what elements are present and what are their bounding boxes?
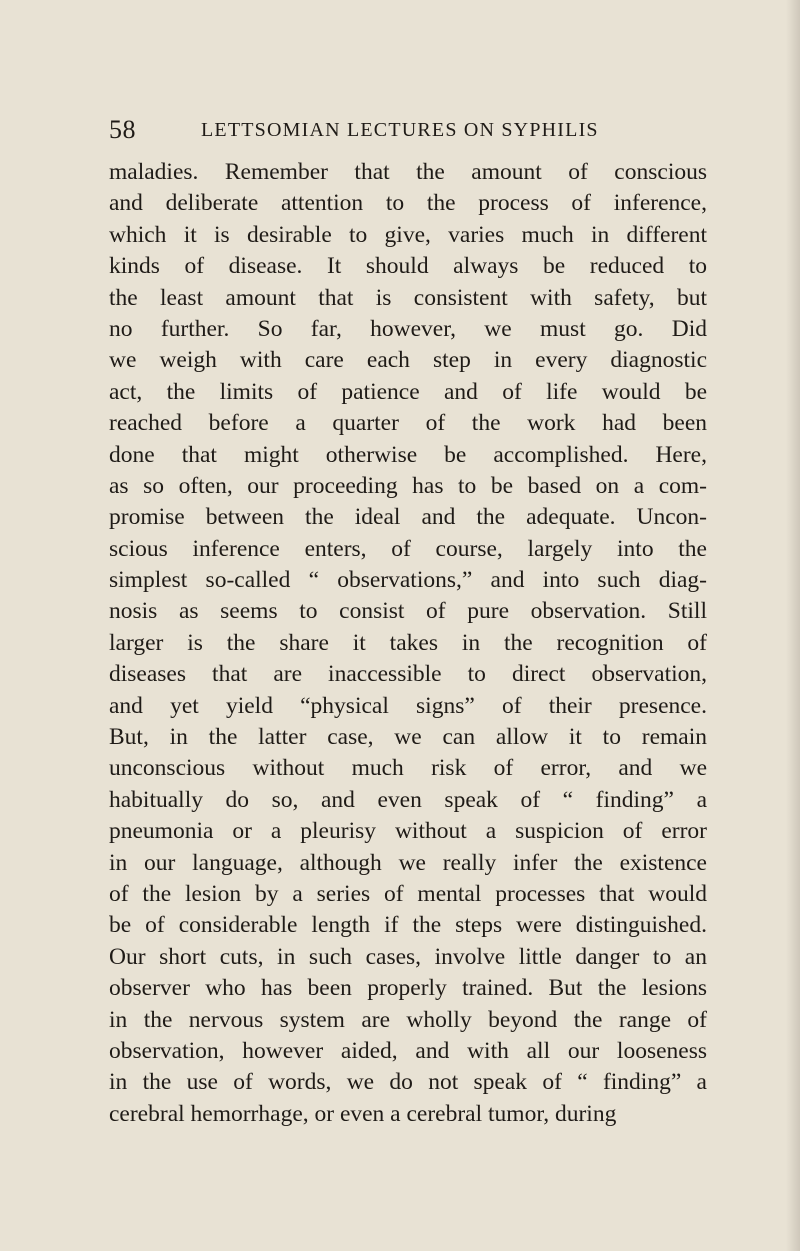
text-line: be of considerable length if the steps were distinguished. — [109, 912, 707, 939]
text-line: But, in the latter case, we can allow it to remain — [109, 724, 707, 751]
text-line: Our short cuts, in such cases, involve little danger to an — [109, 943, 707, 970]
text-line: done that might otherwise be accomplished. Here, — [109, 441, 707, 468]
text-line: reached before a quarter of the work had been — [109, 410, 707, 437]
text-line: in the use of words, we do not speak of “ finding” a — [109, 1069, 707, 1096]
text-line: as so often, our proceeding has to be based on a com- — [109, 472, 707, 499]
text-line: the least amount that is consistent with safety, but — [109, 284, 707, 311]
text-line: of the lesion by a series of mental processes that would — [109, 880, 707, 907]
text-line: maladies. Remember that the amount of conscious — [109, 159, 707, 185]
text-line: cerebral hemorrhage, or even a cerebral tumor, during — [109, 1100, 617, 1127]
page-edge-shadow — [786, 0, 800, 1251]
text-line: diseases that are inaccessible to direct observation, — [109, 661, 707, 688]
body-text — [109, 157, 707, 1130]
text-line: larger is the share it takes in the recognition of — [109, 629, 707, 656]
text-line: and yet yield “physical signs” of their presence. — [109, 692, 707, 719]
text-line: simplest so-called “ observations,” and into such diag- — [109, 567, 707, 594]
text-line: in the nervous system are wholly beyond the range of — [109, 1006, 707, 1033]
text-line: promise between the ideal and the adequate. Uncon- — [109, 504, 707, 531]
text-line: pneumonia or a pleurisy without a suspicion of error — [109, 818, 707, 845]
page-number: 58 — [109, 115, 136, 144]
text-line: act, the limits of patience and of life would be — [109, 378, 707, 405]
running-head: LETTSOMIAN LECTURES ON SYPHILIS — [201, 119, 599, 141]
text-line: habitually do so, and even speak of “ finding” a — [109, 786, 707, 813]
text-line: observer who has been properly trained. But the lesions — [109, 975, 707, 1002]
text-line: we weigh with care each step in every diagnostic — [109, 347, 707, 374]
text-line: kinds of disease. It should always be reduced to — [109, 253, 707, 280]
page-header — [109, 115, 704, 145]
text-line: scious inference enters, of course, largely into the — [109, 535, 707, 562]
text-line: nosis as seems to consist of pure observation. Still — [109, 598, 707, 625]
text-line: unconscious without much risk of error, and we — [109, 755, 707, 782]
text-line: in our language, although we really infer the existence — [109, 849, 707, 876]
text-line: and deliberate attention to the process of inference, — [109, 190, 707, 217]
text-line: which it is desirable to give, varies much in different — [109, 221, 707, 248]
text-line: observation, however aided, and with all our looseness — [109, 1037, 707, 1064]
text-line: no further. So far, however, we must go. Did — [109, 315, 707, 342]
